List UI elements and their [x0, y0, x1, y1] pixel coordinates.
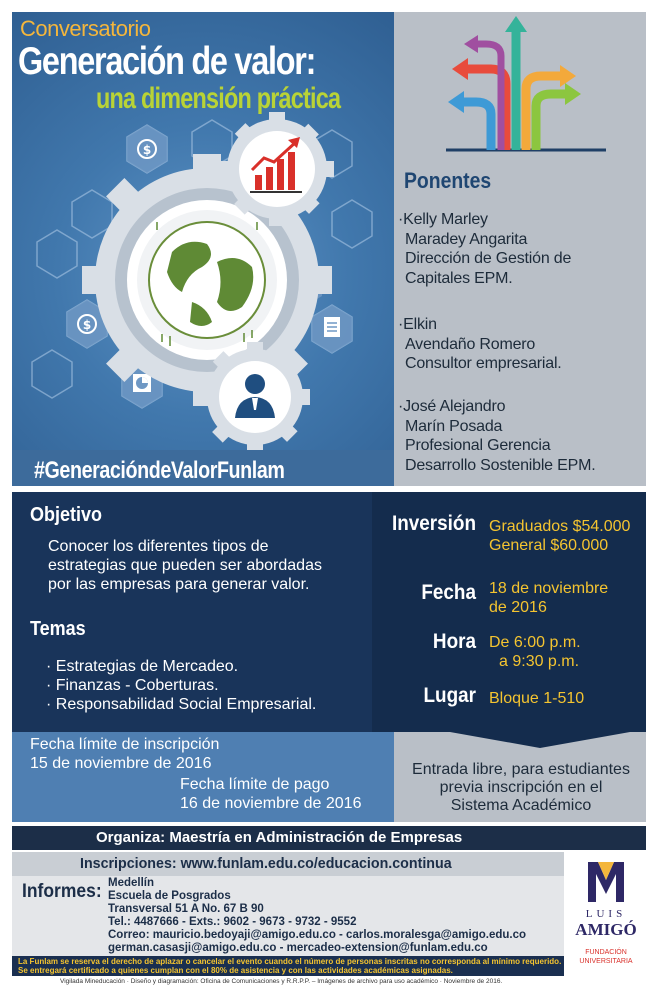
speakers-title: Ponentes: [404, 168, 492, 193]
investment-value: General $60.000: [489, 537, 609, 554]
investment-values: [489, 517, 630, 555]
objective-line: Conocer los diferentes tipos de: [48, 538, 269, 555]
contact-title: Informes:: [22, 881, 102, 902]
speaker-3: [398, 397, 595, 475]
registration-deadline-label: Fecha límite de inscripción: [30, 736, 220, 753]
legal-note: Se entregará certificado a quienes cumplan con el 80% de asistencia y con las actividades académicas asignadas.: [18, 966, 453, 975]
speaker-2: [398, 315, 562, 374]
time-value: a 9:30 p.m.: [499, 653, 580, 670]
entry-note-line: previa inscripción en el: [439, 779, 603, 796]
pie-chart-icon: [133, 374, 151, 392]
speaker-1-line: Capitales EPM.: [405, 269, 513, 287]
investment-value: Graduados $54.000: [489, 518, 631, 535]
entry-note-line: Sistema Académico: [450, 797, 592, 814]
document-icon: [324, 317, 340, 337]
entry-note-line: Entrada libre, para estudiantes: [412, 761, 630, 778]
speaker-1-line: ·Kelly Marley: [398, 211, 488, 228]
contact-line: Medellín: [108, 877, 155, 889]
investment-label: Inversión: [391, 512, 476, 535]
place-label: Lugar: [423, 684, 476, 707]
payment-deadline-label: Fecha límite de pago: [180, 776, 330, 793]
speaker-3-line: Marín Posada: [405, 417, 503, 435]
entry-note: [398, 761, 644, 815]
date-value: 18 de noviembre: [489, 580, 609, 597]
speaker-3-line: Desarrollo Sostenible EPM.: [405, 456, 596, 474]
speaker-2-line: Consultor empresarial.: [405, 355, 562, 372]
logo-universitaria: UNIVERSITARIA: [579, 958, 633, 965]
payment-deadline-date: 16 de noviembre de 2016: [180, 795, 362, 812]
registration-deadline-date: 15 de noviembre de 2016: [30, 755, 212, 772]
date-values: [489, 579, 608, 617]
organizer-text: Organiza: Maestría en Administración de Empresas: [96, 829, 463, 846]
speaker-1: [398, 210, 571, 288]
speaker-2-line: ·Elkin: [398, 316, 437, 333]
objective-line: estrategias que pueden ser abordadas: [48, 557, 322, 574]
topics-title: Temas: [30, 618, 86, 640]
speaker-3-line: ·José Alejandro: [398, 398, 506, 415]
directional-arrows-icon: [446, 14, 616, 154]
speaker-3-line: Profesional Gerencia: [405, 437, 551, 454]
contact-emails[interactable]: german.casasji@amigo.edu.co - mercadeo-extension@funlam.edu.co: [108, 942, 488, 954]
logo-luis: LUIS: [585, 908, 627, 920]
contact-line: Tel.: 4487666 - Exts.: 9602 - 9673 - 9732 - 9552: [108, 916, 357, 928]
panel-notch: [450, 732, 630, 748]
legal-note: La Funlam se reserva el derecho de aplazar o cancelar el evento cuando el número de personas inscritas no corresponda al mínimo requerido.: [18, 957, 562, 966]
topic-item: · Finanzas - Coberturas.: [46, 677, 219, 694]
topics-list: [46, 657, 316, 714]
topic-item: · Responsabilidad Social Empresarial.: [46, 696, 317, 713]
time-label: Hora: [432, 630, 476, 653]
page-subtitle: una dimensión práctica: [96, 82, 341, 115]
speaker-1-line: Maradey Angarita: [405, 230, 528, 248]
contact-line: Transversal 51 A No. 67 B 90: [108, 903, 264, 915]
logo-mark-icon: [586, 858, 626, 906]
date-label: Fecha: [421, 581, 476, 604]
place-value: Bloque 1-510: [489, 690, 585, 707]
hashtag: #GeneracióndeValorFunlam: [34, 457, 285, 484]
objective-line: por las empresas para generar valor.: [48, 576, 310, 593]
logo-fundacion: FUNDACIÓN: [585, 949, 627, 956]
logo-amigo: AMIGÓ: [575, 920, 637, 939]
objective-title: Objetivo: [30, 504, 103, 526]
kicker: Conversatorio: [20, 16, 151, 41]
svg-text:$: $: [82, 318, 92, 332]
objective-text: [48, 537, 322, 594]
speaker-1-line: Dirección de Gestión de: [405, 250, 572, 267]
contact-line: Escuela de Posgrados: [108, 890, 231, 902]
svg-text:$: $: [142, 143, 152, 157]
time-values: [489, 633, 581, 671]
time-value: De 6:00 p.m.: [489, 634, 581, 651]
credits-note: Vigilada Mineducación · Diseño y diagramación: Oficina de Comunicaciones y R.R.P.P. – Imágenes de archivo para uso académico · Noviembre de 2016.: [60, 978, 503, 985]
topic-item: · Estrategias de Mercadeo.: [46, 658, 239, 675]
contact-emails[interactable]: Correo: mauricio.bedoyaji@amigo.edu.co - carlos.moralesga@amigo.edu.co: [108, 929, 526, 941]
registration-link[interactable]: Inscripciones: www.funlam.edu.co/educacion.continua: [80, 855, 452, 872]
speaker-2-line: Avendaño Romero: [405, 335, 536, 353]
page-title: Generación de valor:: [18, 40, 316, 83]
date-value: de 2016: [489, 599, 547, 616]
